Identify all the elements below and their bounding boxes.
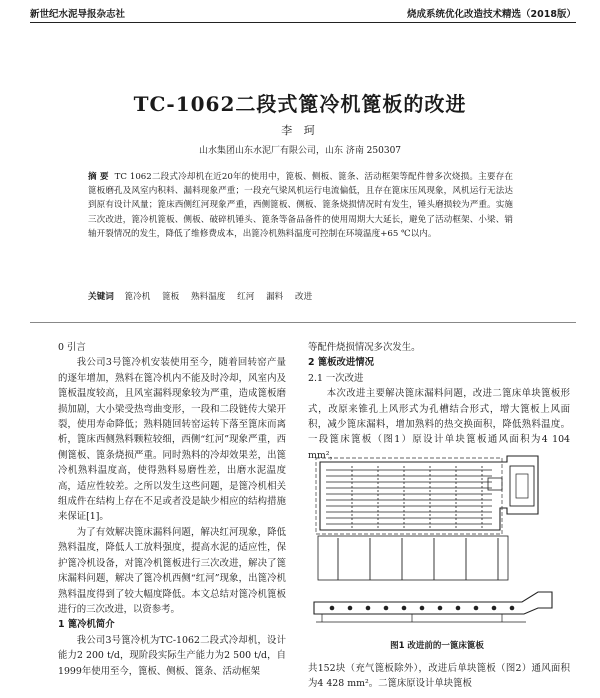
keyword: 篦板 — [162, 292, 180, 302]
right-column-bottom — [308, 661, 570, 692]
header-rule — [30, 22, 576, 23]
section-heading-improvement: 2 篦板改进情况 — [308, 357, 375, 369]
paragraph: 本次改进主要解决篦床漏料问题，改进二篦床单块篦板形式，改原来锥孔上风形式为孔槽结合形式，增大篦板上风面积，减少篦床漏料，增加熟料的热交换面积，降低熟料温度。一段篦床篦板（图1）原设计单块篦板通风面积为4 104 mm²， — [308, 388, 570, 461]
keyword: 红河 — [237, 292, 255, 302]
paragraph: 为了有效解决篦床漏料问题，解决红河现象，降低熟料温度，降低人工放料强度，提高水泥的适应性，保护篦冷机设备，对篦冷机篦板进行三次改进，解决了篦床漏料问题，解决了篦冷机西侧“红河”现象，出篦冷机熟料温度得到了较大幅度降低。本文总结对篦冷机篦板进行的三次改进，以资参考。 — [58, 526, 286, 615]
abstract — [88, 170, 513, 241]
abstract-text: TC 1062二段式冷却机在近20年的使用中，篦板、侧板、篦条、活动框架等配件曾多次烧损。主要存在篦板磨孔及风室内积料、漏料现象严重；一段充气梁风机运行电流偏低，且存在篦床压风现象，风机运行无法达到原有设计风量；篦床西侧红河现象严重，西侧篦板、侧板、篦条烧损情况时有发生，锤头磨损较为严重。实施三次改进，篦冷机篦板、侧板、破碎机锤头、篦条等备品备件的使用周期大大延长，避免了活动框架、小梁、销轴开裂情况的发生，降低了维修费成本，出篦冷机熟料温度可控制在环境温度+65 ℃以内。 — [88, 172, 513, 239]
section-heading-cooler: 1 篦冷机简介 — [58, 619, 115, 631]
keywords — [88, 290, 513, 302]
grate-plate-drawing — [312, 452, 562, 636]
paragraph: 我公司3号篦冷机为TC-1062二段式冷却机，设计能力2 200 t/d，现阶段实际生产能力为2 500 t/d，自1999年使用至今，篦板、侧板、篦条、活动框架 — [58, 634, 286, 677]
paragraph: 等配件烧损情况多次发生。 — [308, 342, 421, 353]
keyword: 篦冷机 — [124, 292, 151, 302]
left-column — [58, 340, 286, 679]
figure-1 — [312, 452, 562, 651]
keywords-label: 关键词 — [88, 292, 114, 302]
figure-caption: 图1 改进前的一篦床篦板 — [390, 641, 484, 651]
paragraph: 共152块（充气篦板除外），改进后单块篦板（图2）通风面积为4 428 mm²。二篦床原设计单块篦板 — [308, 663, 570, 690]
abstract-label: 摘 要 — [88, 172, 109, 182]
right-column-top — [308, 340, 570, 463]
paragraph: 我公司3号篦冷机安装使用至今，随着回转窑产量的逐年增加，熟料在篦冷机内不能及时冷却，风室内及篦板温度较高，且风室漏料现象较为严重，造成篦板磨损加剧，大小梁受热弯曲变形，一段和二段链传大梁开裂，使用寿命降低；熟料随回转窑运转下落至篦床而离析，篦床西侧熟料颗粒较细，西侧“红河”现象严重，西侧篦板、篦条烧损严重。同时熟料的冷却效果差，出篦冷机熟料温度高，使得熟料易磨性差，出磨水泥温度高，适应性较差。之所以发生这些问题，是篦冷机相关组成件在结构上存在不足或者没是缺少相应的结构措施来保证[1]。 — [58, 357, 286, 523]
article-title: TC-1062二段式篦冷机篦板的改进 — [133, 92, 467, 116]
author: 李 珂 — [281, 124, 319, 137]
running-header-left: 新世纪水泥导报杂志社 — [30, 9, 126, 20]
keyword: 漏料 — [266, 292, 284, 302]
section-separator — [30, 322, 576, 323]
running-header-right: 烧成系统优化改造技术精选（2018版） — [407, 9, 576, 20]
subsection-heading: 2.1 一次改进 — [308, 372, 364, 384]
keyword: 熟料温度 — [191, 292, 226, 302]
affiliation: 山水集团山东水泥厂有限公司，山东 济南 250307 — [198, 146, 402, 156]
section-heading-intro: 0 引言 — [58, 342, 86, 353]
keyword: 改进 — [295, 292, 313, 302]
